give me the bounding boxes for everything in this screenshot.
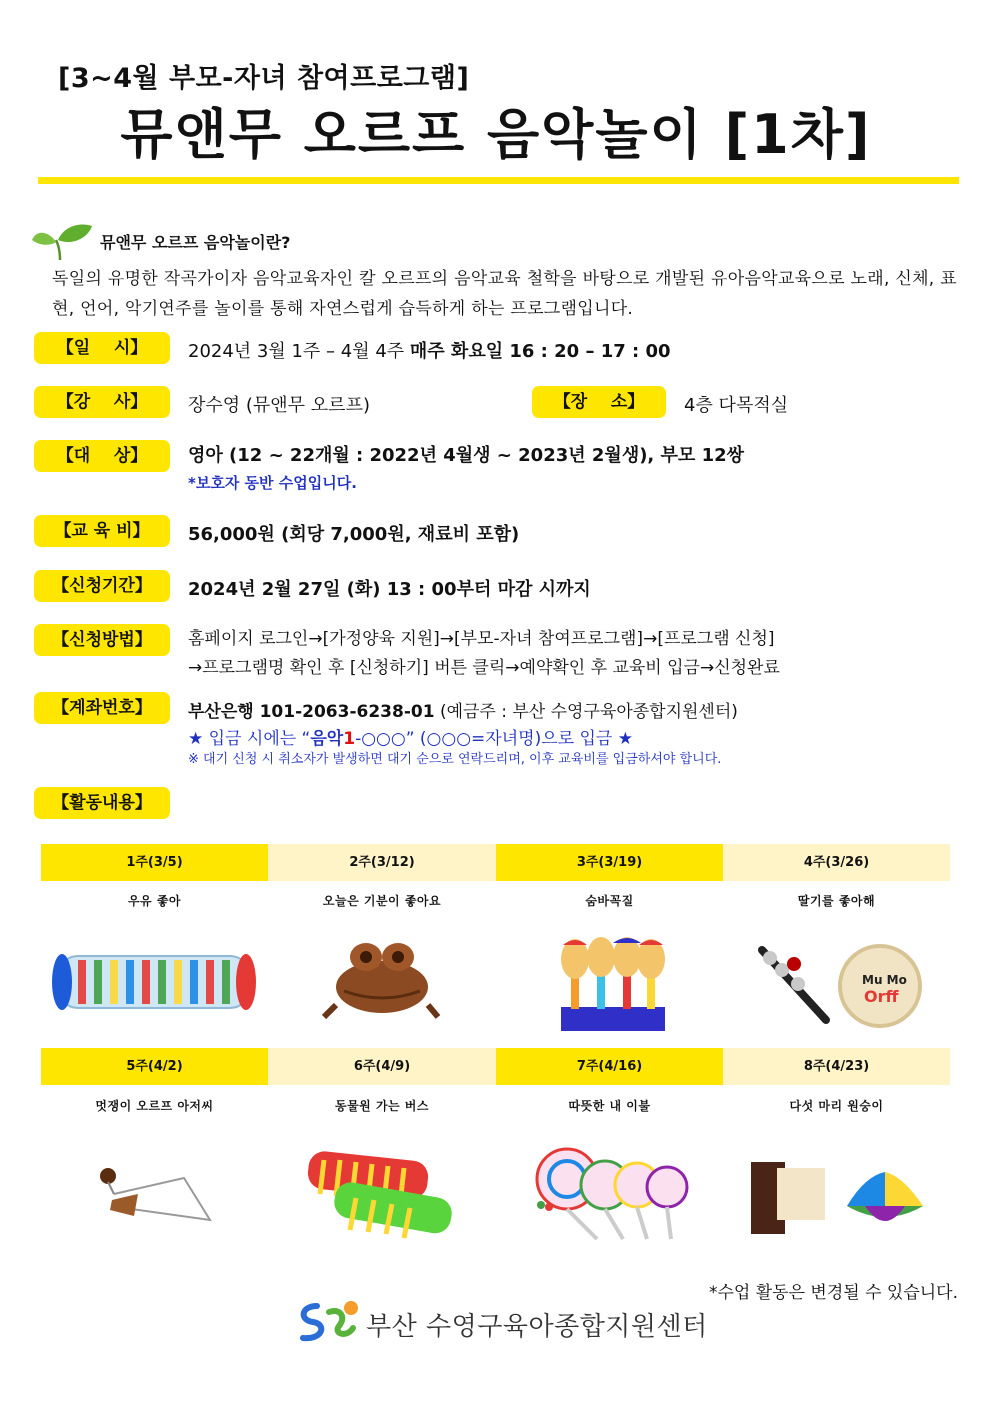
wooden-frog-image bbox=[322, 935, 440, 1021]
svg-text:Orff: Orff bbox=[864, 987, 899, 1006]
week-1-header: 1주(3/5) bbox=[41, 844, 268, 881]
method-line2: →프로그램명 확인 후 [신청하기] 버튼 클릭→예약확인 후 교육비 입금→신청완료 bbox=[188, 658, 780, 678]
target-note: *보호자 동반 수업입니다. bbox=[188, 474, 357, 492]
title-underline bbox=[38, 177, 959, 184]
wait-note: ※ 대기 신청 시 취소자가 발생하면 대기 순으로 연락드리며, 이후 교육비를 입금하셔야 합니다. bbox=[188, 752, 722, 767]
deposit-part-b: 음악 bbox=[310, 729, 344, 749]
method-line1: 홈페이지 로그인→[가정양육 지원]→[부모-자녀 참여프로그램]→[프로그램 신청] bbox=[188, 629, 775, 649]
account-holder: (예금주 : 부산 수영구육아종합지원센터) bbox=[434, 702, 738, 722]
page-title: 뮤앤무 오르프 음악놀이 [1차] bbox=[120, 103, 872, 166]
week-7-title: 따뜻한 내 이불 bbox=[568, 1099, 651, 1113]
place-label: 【장 소】 bbox=[532, 386, 666, 418]
deposit-part-a: ★ 입금 시에는 “ bbox=[188, 729, 311, 749]
target-label: 【대 상】 bbox=[34, 440, 170, 472]
week-1-title: 우유 좋아 bbox=[127, 894, 182, 908]
deposit-part-d: -○○○” (○○○=자녀명)으로 입금 ★ bbox=[355, 729, 633, 749]
week-5-title: 멋쟁이 오르프 아저씨 bbox=[95, 1099, 214, 1113]
schedule-label: 【일 시】 bbox=[34, 332, 170, 364]
activities-label: 【활동내용】 bbox=[34, 787, 170, 819]
week-4-title: 딸기를 좋아해 bbox=[797, 894, 876, 908]
account-number: 부산은행 101-2063-6238-01 bbox=[188, 702, 435, 722]
page-subtitle: [3~4월 부모-자녀 참여프로그램] bbox=[58, 63, 470, 94]
svg-text:Mu Mo: Mu Mo bbox=[862, 973, 907, 987]
lollipop-drums-image bbox=[527, 1145, 697, 1241]
guiro-image bbox=[304, 1146, 456, 1240]
week-6-title: 동물원 가는 버스 bbox=[334, 1099, 429, 1113]
schedule-value bbox=[188, 337, 671, 363]
week-5-header: 5주(4/2) bbox=[41, 1048, 268, 1085]
bell-and-tambourine-image bbox=[752, 940, 924, 1030]
period-value: 2024년 2월 27일 (화) 13 : 00부터 마감 시까지 bbox=[188, 579, 591, 600]
teacher-label: 【강 사】 bbox=[34, 386, 170, 418]
week-2-header: 2주(3/12) bbox=[268, 844, 496, 881]
center-logo bbox=[293, 1298, 363, 1346]
intro-body: 독일의 유명한 작곡가이자 음악교육자인 칼 오르프의 음악교육 철학을 바탕으로 개발된 유아음악교육으로 노래, 신체, 표현, 언어, 악기연주를 놀이를 통해 자연스럽게 습득하게 하는 프로그램입니다. bbox=[52, 269, 957, 319]
week-3-header: 3주(3/19) bbox=[496, 844, 723, 881]
week-6-header: 6주(4/9) bbox=[268, 1048, 496, 1085]
vibraslap-image bbox=[94, 1158, 216, 1228]
fee-label: 【교 육 비】 bbox=[34, 515, 170, 547]
account-value bbox=[188, 697, 738, 722]
change-note: *수업 활동은 변경될 수 있습니다. bbox=[708, 1283, 958, 1303]
schedule-dates: 2024년 3월 1주 – 4월 4주 bbox=[188, 341, 410, 362]
week-8-title: 다섯 마리 원숭이 bbox=[789, 1099, 884, 1113]
intro-heading: 뮤앤무 오르프 음악놀이란? bbox=[100, 233, 291, 252]
week-2-title: 오늘은 기분이 좋아요 bbox=[322, 894, 442, 908]
fee-value: 56,000원 (회당 7,000원, 재료비 포함) bbox=[188, 524, 520, 545]
sprout-icon bbox=[30, 220, 94, 264]
week-4-header: 4주(3/26) bbox=[723, 844, 950, 881]
account-label: 【계좌번호】 bbox=[34, 692, 170, 724]
period-label: 【신청기간】 bbox=[34, 570, 170, 602]
woodblock-and-parachute-image bbox=[745, 1156, 925, 1240]
schedule-time: 매주 화요일 16 : 20 – 17 : 00 bbox=[409, 341, 671, 362]
puppet-maracas-image bbox=[553, 935, 671, 1035]
rain-stick-image bbox=[48, 940, 260, 1024]
deposit-part-c: 1 bbox=[343, 729, 356, 749]
method-label: 【신청방법】 bbox=[34, 624, 170, 656]
center-name: 부산 수영구육아종합지원센터 bbox=[366, 1312, 708, 1342]
teacher-value: 장수영 (뮤앤무 오르프) bbox=[188, 395, 370, 416]
deposit-instruction bbox=[188, 724, 633, 749]
week-7-header: 7주(4/16) bbox=[496, 1048, 723, 1085]
place-value: 4층 다목적실 bbox=[684, 395, 789, 416]
week-3-title: 숨바꼭질 bbox=[585, 894, 634, 908]
target-value: 영아 (12 ~ 22개월 : 2022년 4월생 ~ 2023년 2월생), 부모 12쌍 bbox=[188, 445, 745, 466]
week-8-header: 8주(4/23) bbox=[723, 1048, 950, 1085]
